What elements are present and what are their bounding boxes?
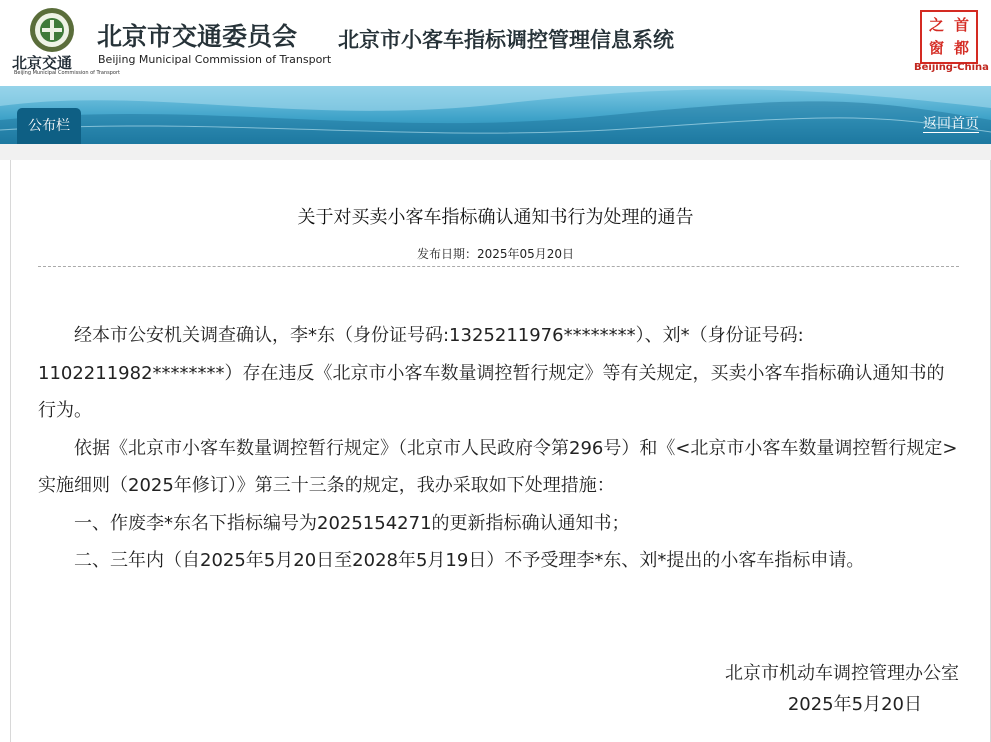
seal-char: 都 [953, 39, 969, 57]
publish-date: 2025年05月20日 [476, 247, 575, 261]
notice-title: 关于对买卖小客车指标确认通知书行为处理的通告 [297, 207, 694, 228]
org-name: 北京市交通委员会 [97, 22, 298, 51]
banner-wave-decoration [0, 86, 991, 144]
seal-caption: Beijing-China [914, 62, 989, 73]
logo-text: 北京交通 [12, 54, 73, 72]
title-divider [38, 266, 959, 267]
notice-paragraph: 经本市公安机关调查确认，李*东（身份证号码:1325211976********）、刘*（身份证号码: 1102211982********）存在违反《北京市小客车数量调控暂行规定》等有关规定，买卖小客车指标确认通知书的行为。 [38, 325, 945, 421]
tab-bulletin-board[interactable]: 公布栏 [17, 108, 81, 144]
system-title: 北京市小客车指标调控管理信息系统 [338, 28, 674, 52]
notice-paragraph: 二、三年内（自2025年5月20日至2028年5月19日）不予受理李*东、刘*提出的小客车指标申请。 [74, 550, 865, 571]
transport-emblem-icon [28, 6, 76, 54]
seal-char: 之 [928, 16, 944, 34]
notice-body [38, 317, 959, 580]
logo-subtext: Beijing Municipal Commission of Transport [14, 70, 120, 76]
seal-char: 窗 [928, 39, 944, 57]
nav-banner [0, 86, 991, 144]
capital-window-seal-icon [920, 10, 978, 64]
publish-info [0, 245, 991, 262]
publish-label: 发布日期： [416, 247, 477, 261]
seal-char: 首 [953, 16, 969, 34]
site-header [0, 0, 991, 86]
notice-paragraph: 依据《北京市小客车数量调控暂行规定》（北京市人民政府令第296号）和《<北京市小客车数量调控暂行规定>实施细则（2025年修订）》第三十三条的规定，我办采取如下处理措施： [38, 437, 958, 496]
signature-office: 北京市机动车调控管理办公室 [725, 663, 959, 684]
signature-date: 2025年5月20日 [787, 694, 922, 715]
back-home-link[interactable]: 返回首页 [923, 116, 979, 132]
notice-paragraph: 一、作废李*东名下指标编号为2025154271的更新指标确认通知书； [74, 512, 630, 534]
org-name-en: Beijing Municipal Commission of Transport [98, 53, 332, 66]
content-gap [0, 144, 991, 160]
